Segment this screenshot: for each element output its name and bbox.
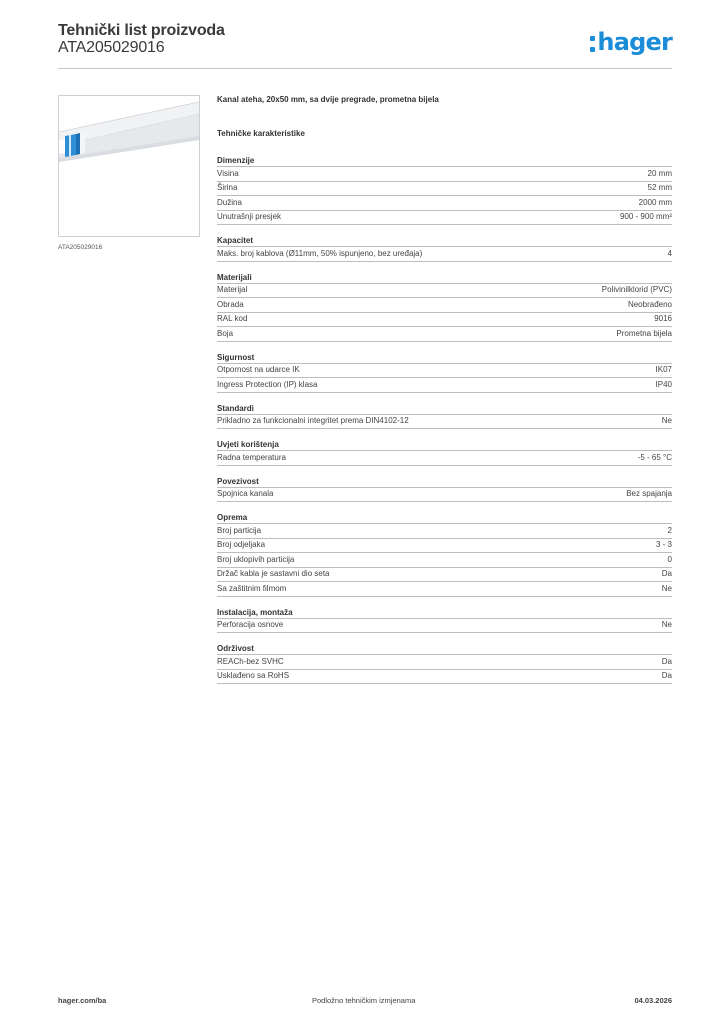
- spec-group-title: Materijali: [217, 272, 672, 284]
- spec-row: [217, 378, 672, 393]
- spec-label: Prikladno za funkcionalni integritet prema DIN4102-12: [217, 416, 409, 426]
- header-divider: [58, 68, 672, 69]
- hager-logo: [590, 27, 672, 57]
- spec-value: 9016: [654, 314, 672, 324]
- cable-trunking-picture: [59, 96, 199, 236]
- spec-label: Otpornost na udarce IK: [217, 365, 300, 375]
- spec-label: Perforacija osnove: [217, 620, 284, 630]
- spec-row: [217, 364, 672, 379]
- spec-row: [217, 539, 672, 554]
- spec-row: [217, 327, 672, 342]
- spec-groups: [217, 155, 672, 684]
- spec-value: Da: [661, 656, 672, 666]
- spec-group: [217, 512, 672, 597]
- spec-group-title: Instalacija, montaža: [217, 607, 672, 619]
- footer-notice: Podložno tehničkim izmjenama: [312, 996, 416, 1005]
- spec-row: [217, 488, 672, 503]
- spec-group: [217, 476, 672, 503]
- spec-row: [217, 655, 672, 670]
- spec-row: [217, 182, 672, 197]
- image-caption: ATA205029016: [58, 244, 103, 251]
- spec-value: Ne: [661, 416, 672, 426]
- footer-date: 04.03.2026: [634, 996, 672, 1005]
- spec-row: [217, 211, 672, 226]
- spec-value: Ne: [661, 620, 672, 630]
- spec-group-title: Uvjeti korištenja: [217, 439, 672, 451]
- spec-label: Broj particija: [217, 525, 262, 535]
- logo-text: hager: [597, 28, 672, 56]
- spec-group: [217, 235, 672, 262]
- spec-row: [217, 196, 672, 211]
- spec-group: [217, 403, 672, 430]
- spec-label: Širina: [217, 183, 238, 193]
- spec-label: Sa zaštitnim filmom: [217, 583, 287, 593]
- spec-group-title: Kapacitet: [217, 235, 672, 247]
- spec-row: [217, 568, 672, 583]
- document-title: Tehnički list proizvoda: [58, 22, 225, 39]
- spec-label: Držač kabla je sastavni dio seta: [217, 569, 330, 579]
- spec-row: [217, 582, 672, 597]
- logo-colon-icon: [590, 36, 596, 52]
- spec-value: Da: [661, 569, 672, 579]
- spec-group: [217, 607, 672, 634]
- spec-row: [217, 553, 672, 568]
- spec-row: [217, 247, 672, 262]
- spec-row: [217, 451, 672, 466]
- spec-row: [217, 524, 672, 539]
- spec-content: [217, 95, 672, 694]
- spec-row: [217, 313, 672, 328]
- spec-group: [217, 352, 672, 393]
- spec-value: IK07: [655, 365, 672, 375]
- spec-label: Maks. broj kablova (Ø11mm, 50% ispunjeno, bez uređaja): [217, 248, 423, 258]
- spec-value: Neobrađeno: [627, 299, 672, 309]
- spec-group: [217, 439, 672, 466]
- spec-row: [217, 619, 672, 634]
- spec-label: Broj odjeljaka: [217, 540, 266, 550]
- spec-value: Bez spajanja: [626, 489, 672, 499]
- spec-value: IP40: [655, 379, 672, 389]
- spec-group-title: Povezivost: [217, 476, 672, 488]
- specs-heading: Tehničke karakteristike: [217, 129, 305, 138]
- spec-value: Polivinilklorid (PVC): [601, 285, 672, 295]
- spec-label: Spojnica kanala: [217, 489, 274, 499]
- spec-value: Ne: [661, 583, 672, 593]
- spec-label: Boja: [217, 328, 234, 338]
- product-description: Kanal ateha, 20x50 mm, sa dvije pregrade, prometna bijela: [217, 95, 439, 104]
- spec-label: Obrada: [217, 299, 244, 309]
- spec-label: Materijal: [217, 285, 248, 295]
- spec-value: 2: [667, 525, 672, 535]
- spec-value: Da: [661, 671, 672, 681]
- spec-label: RAL kod: [217, 314, 248, 324]
- spec-row: [217, 167, 672, 182]
- footer-website: hager.com/ba: [58, 996, 107, 1005]
- spec-value: 2000 mm: [638, 197, 672, 207]
- spec-group-title: Standardi: [217, 403, 672, 415]
- spec-value: 4: [667, 248, 672, 258]
- spec-label: Dužina: [217, 197, 242, 207]
- spec-row: [217, 670, 672, 685]
- spec-group: [217, 272, 672, 342]
- product-code: ATA205029016: [58, 39, 165, 56]
- spec-group-title: Održivost: [217, 643, 672, 655]
- document-footer: [58, 996, 672, 1010]
- spec-row: [217, 298, 672, 313]
- spec-value: -5 - 65 °C: [637, 452, 672, 462]
- spec-value: 20 mm: [647, 168, 672, 178]
- spec-label: Ingress Protection (IP) klasa: [217, 379, 318, 389]
- spec-value: 52 mm: [647, 183, 672, 193]
- spec-label: Radna temperatura: [217, 452, 286, 462]
- spec-label: Usklađeno sa RoHS: [217, 671, 290, 681]
- product-image: [58, 95, 200, 237]
- spec-group: [217, 155, 672, 225]
- spec-value: 900 - 900 mm²: [619, 212, 672, 222]
- document-header: [58, 22, 672, 70]
- spec-label: Visina: [217, 168, 239, 178]
- spec-value: 3 - 3: [655, 540, 672, 550]
- spec-group-title: Sigurnost: [217, 352, 672, 364]
- spec-label: Broj uklopivih particija: [217, 554, 295, 564]
- spec-label: REACh-bez SVHC: [217, 656, 284, 666]
- spec-value: 0: [667, 554, 672, 564]
- spec-group-title: Dimenzije: [217, 155, 672, 167]
- spec-label: Unutrašnji presjek: [217, 212, 282, 222]
- spec-group-title: Oprema: [217, 512, 672, 524]
- spec-group: [217, 643, 672, 684]
- spec-row: [217, 415, 672, 430]
- spec-row: [217, 284, 672, 299]
- spec-value: Prometna bijela: [616, 328, 672, 338]
